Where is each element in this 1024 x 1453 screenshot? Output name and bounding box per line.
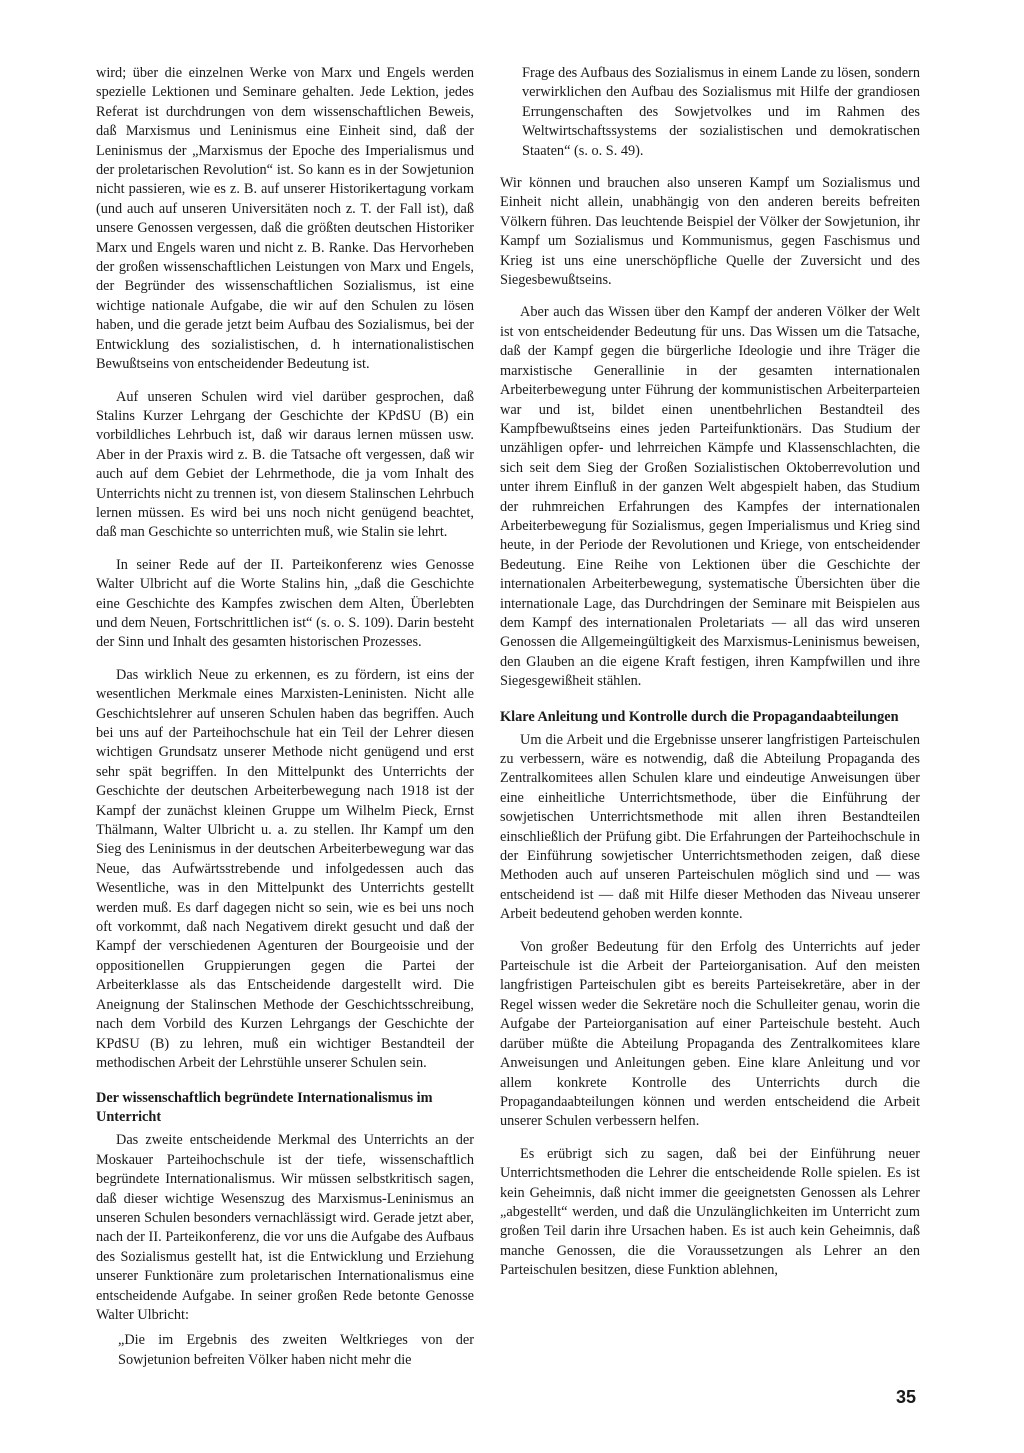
paragraph: Aber auch das Wissen über den Kampf der anderen Völker der Welt ist von entscheidender Bedeutung für uns. Das Wissen um die Tatsache, daß der Kampf gegen die bürgerliche Ideologie und ihre Träger die marxistische Generallinie in der gesamten internationalen Arbeiterbewegung unter Führung der kommunistischen Arbeiterparteien war und ist, bildet einen unentbehrlichen Bestandteil des Kampfbewußtseins eines jeden Parteifunktionärs. Das Studium der unzähligen opfer- und lehrreichen Kämpfe und Klassenschlachten, die sich seit dem Sieg der Großen Sozialistischen Oktoberrevolution und unter ihrem Einfluß in der ganzen Welt abgespielt haben, das Studium der ruhmreichen Erfahrungen des Kampfes der internationalen Arbeiterbewegung für Sozialismus, gegen Imperialismus und Krieg sind heute, in der Periode der Revolutionen und Kriege, von entscheidender Bedeutung. Eine Reihe von Lektionen über die Geschichte der internationalen Arbeiterbewegung, systematische Übersichten über die internationale Lage, das Durchdringen der Seminare mit Beispielen aus dem Kampf des internationalen Proletariats — all das wird unseren Genossen die Allgemeingültigkeit des Marxismus-Leninismus beweisen, den Glauben an die eigene Kraft festigen, ihren Kampfwillen und ihre Siegesgewißheit stählen. — [500, 304, 920, 690]
section-heading: Klare Anleitung und Kontrolle durch die Propagandaabteilungen — [500, 708, 899, 725]
paragraph: Das zweite entscheidende Merkmal des Unterrichts an der Moskauer Parteihochschule ist der tiefe, wissenschaftlich begründete Internationalismus. Wir müssen selbstkritisch sagen, daß dieser wichtige Wesenszug des Marxismus-Leninismus an unseren Schulen besonders vernachlässigt wird. Gerade jetzt aber, nach der II. Parteikonferenz, die vor uns die Aufgabe des Aufbaus des Sozialismus gestellt hat, ist die Entwicklung und Erziehung unserer Funktionäre zum proletarischen Internationalismus eine entscheidende Aufgabe. In seiner großen Rede betonte Genosse Walter Ulbricht: — [96, 1132, 474, 1323]
section-heading: Der wissenschaftlich begründete Internationalismus im Unterricht — [96, 1090, 433, 1126]
paragraph: Wir können und brauchen also unseren Kampf um Sozialismus und Einheit nicht allein, unabhängig von den anderen bereits befreiten Völkern führen. Das leuchtende Beispiel der Völker der Sowjetunion, ihr Kampf um Sozialismus und Kommunismus, gegen Faschismus und Krieg ist uns eine unerschöpfliche Quelle der Zuversicht und des Siegesbewußtseins. — [500, 175, 920, 289]
page-number: 35 — [896, 1387, 917, 1407]
paragraph: Das wirklich Neue zu erkennen, es zu fördern, ist eins der wesentlichen Merkmale eines Marxisten-Leninisten. Nicht alle Geschichtslehrer auf unseren Schulen haben das begriffen. Auch bei uns auf der Parteihochschule hat ein Teil der Lehrer diesen wichtigen Grundsatz unserer Methode nicht genügend und erst sehr spät begriffen. In den Mittelpunkt des Unterrichts der Geschichte der deutschen Arbeiterbewegung nach 1918 ist der Kampf der zunächst kleinen Gruppe um Wilhelm Pieck, Ernst Thälmann, Walter Ulbricht u. a. zu stellen. Ihr Kampf um den Sieg des Leninismus in der deutschen Arbeiterbewegung war das Neue, das Aufwärtsstrebende und infolgedessen auch das Wesentliche, was in den Mittelpunkt des Unterrichts gestellt werden muß. Es darf dagegen nicht so sein, wie es bei uns noch oft vorkommt, daß nach Negativem direkt gesucht und daß der Kampf der verschiedenen Agenturen der Bourgeoisie und der oppositionellen Gruppierungen gegen die Partei der Arbeiterklasse als das Entscheidende dargestellt wird. Die Aneignung der Stalinschen Methode der Geschichtsschreibung, nach dem Vorbild des Kurzen Lehrgangs der Geschichte der KPdSU (B) zu lehren, muß ein wichtiger Bestandteil der methodischen Arbeit der Lehrstühle unserer Schulen sein. — [96, 666, 474, 1071]
paragraph: Um die Arbeit und die Ergebnisse unserer langfristigen Parteischulen zu verbessern, wäre es notwendig, daß die Abteilung Propaganda des Zentralkomitees allen Schulen klare und eindeutige Anweisungen über eine einheitliche Unterrichtsmethode, über die Einführung der sowjetischen Unterrichtsmethode mit allen ihren Bestandteilen einschließlich der Prüfung gibt. Die Erfahrungen der Parteihochschule in der Einführung sowjetischer Unterrichtsmethoden zeigen, daß diese Methoden auch auf unseren Parteischulen möglich sind und — was entscheidend ist — daß mit Hilfe dieser Methoden das Niveau unserer Arbeit bedeutend gehoben werden konnte. — [500, 731, 920, 923]
paragraph: Auf unseren Schulen wird viel darüber gesprochen, daß Stalins Kurzer Lehrgang der Geschichte der KPdSU (B) ein vorbildliches Lehrbuch ist, daß wir daraus lernen müssen usw. Aber in der Praxis wird z. B. die Tatsache oft vergessen, daß wir auch auf dem Gebiet der Lehrmethode, die ja vom Inhalt des Unterrichts nicht zu trennen ist, von diesem Stalinschen Lehrbuch lernen müssen. Es wird bei uns noch nicht genügend beachtet, daß man Geschichte so unterrichten muß, wie Stalin sie lehrt. — [96, 388, 474, 541]
paragraph: Es erübrigt sich zu sagen, daß bei der Einführung neuer Unterrichtsmethoden die Lehrer die entscheidende Rolle spielen. Es ist kein Geheimnis, daß nicht immer die geeignetsten Genossen als Lehrer „abgestellt“ werden, und daß die Unzulänglichkeiten im Unterricht zum großen Teil darin ihre Ursachen haben. Es ist auch kein Geheimnis, daß manche Genossen, die die Voraussetzungen als Lehrer an den Parteischulen besitzen, diese Funktion ablehnen, — [500, 1145, 920, 1279]
left-column — [96, 64, 474, 1383]
block-quote: „Die im Ergebnis des zweiten Weltkrieges von der Sowjetunion befreiten Völker haben nicht mehr die — [118, 1332, 474, 1368]
paragraph: wird; über die einzelnen Werke von Marx und Engels werden spezielle Lektionen und Seminare gehalten. Jede Lektion, jedes Referat ist durchdrungen von dem wissenschaftlichen Beweis, daß Marxismus und Leninismus eine Einheit sind, daß der Leninismus der „Marxismus der Epoche des Imperialismus und der proletarischen Revolution“ ist. So kann es in der Sowjetunion nicht passieren, wie es z. B. auf unserer Historikertagung vorkam (und auch auf unseren Universitäten noch z. T. der Fall ist), daß unsere Genossen vergessen, daß die größten deutschen Historiker Marx und Engels waren und nicht z. B. Ranke. Das Hervorheben der großen wissenschaftlichen Leistungen von Marx und Engels, der Begründer des wissenschaftlichen Sozialismus, ist eine wichtige nationale Aufgabe, die wir auf den Schulen zu lösen haben, und die gerade jetzt beim Aufbau des Sozialismus, bei der Entwicklung des sozialistischen, d. h internationalistischen Bewußtseins von entscheidender Bedeutung ist. — [96, 65, 474, 373]
block-quote: Frage des Aufbaus des Sozialismus in einem Lande zu lösen, sondern verwirklichen den Aufbau des Sozialismus mit Hilfe der grandiosen Errungenschaften des Sowjetvolkes und im Rahmen des Weltwirtschaftssystems der sozialistischen und demokratischen Staaten“ (s. o. S. 49). — [522, 65, 920, 159]
right-column — [500, 64, 920, 1294]
paragraph: In seiner Rede auf der II. Parteikonferenz wies Genosse Walter Ulbricht auf die Worte Stalins hin, „daß die Geschichte eine Geschichte des Kampfes zwischen dem Alten, Überlebten und dem Neuen, Fortschrittlichen ist“ (s. o. S. 109). Darin besteht der Sinn und Inhalt des gesamten historischen Prozesses. — [96, 556, 474, 651]
paragraph: Von großer Bedeutung für den Erfolg des Unterrichts auf jeder Parteischule ist die Arbeit der Parteiorganisation. Auf den meisten langfristigen Parteischulen gibt es bereits Parteisekretäre, aber in der Regel wissen weder die Sekretäre noch die Schulleiter genau, worin die Aufgabe der Parteiorganisation auf einer Parteischule besteht. Auch darüber müßte die Abteilung Propaganda des Zentralkomitees klare Anweisungen und Anleitungen geben. Eine klare Anleitung und vor allem konkrete Kontrolle des Unterrichts durch die Propagandaabteilungen können und werden entscheidend die Arbeit unserer Schulen verbessern helfen. — [500, 938, 920, 1130]
